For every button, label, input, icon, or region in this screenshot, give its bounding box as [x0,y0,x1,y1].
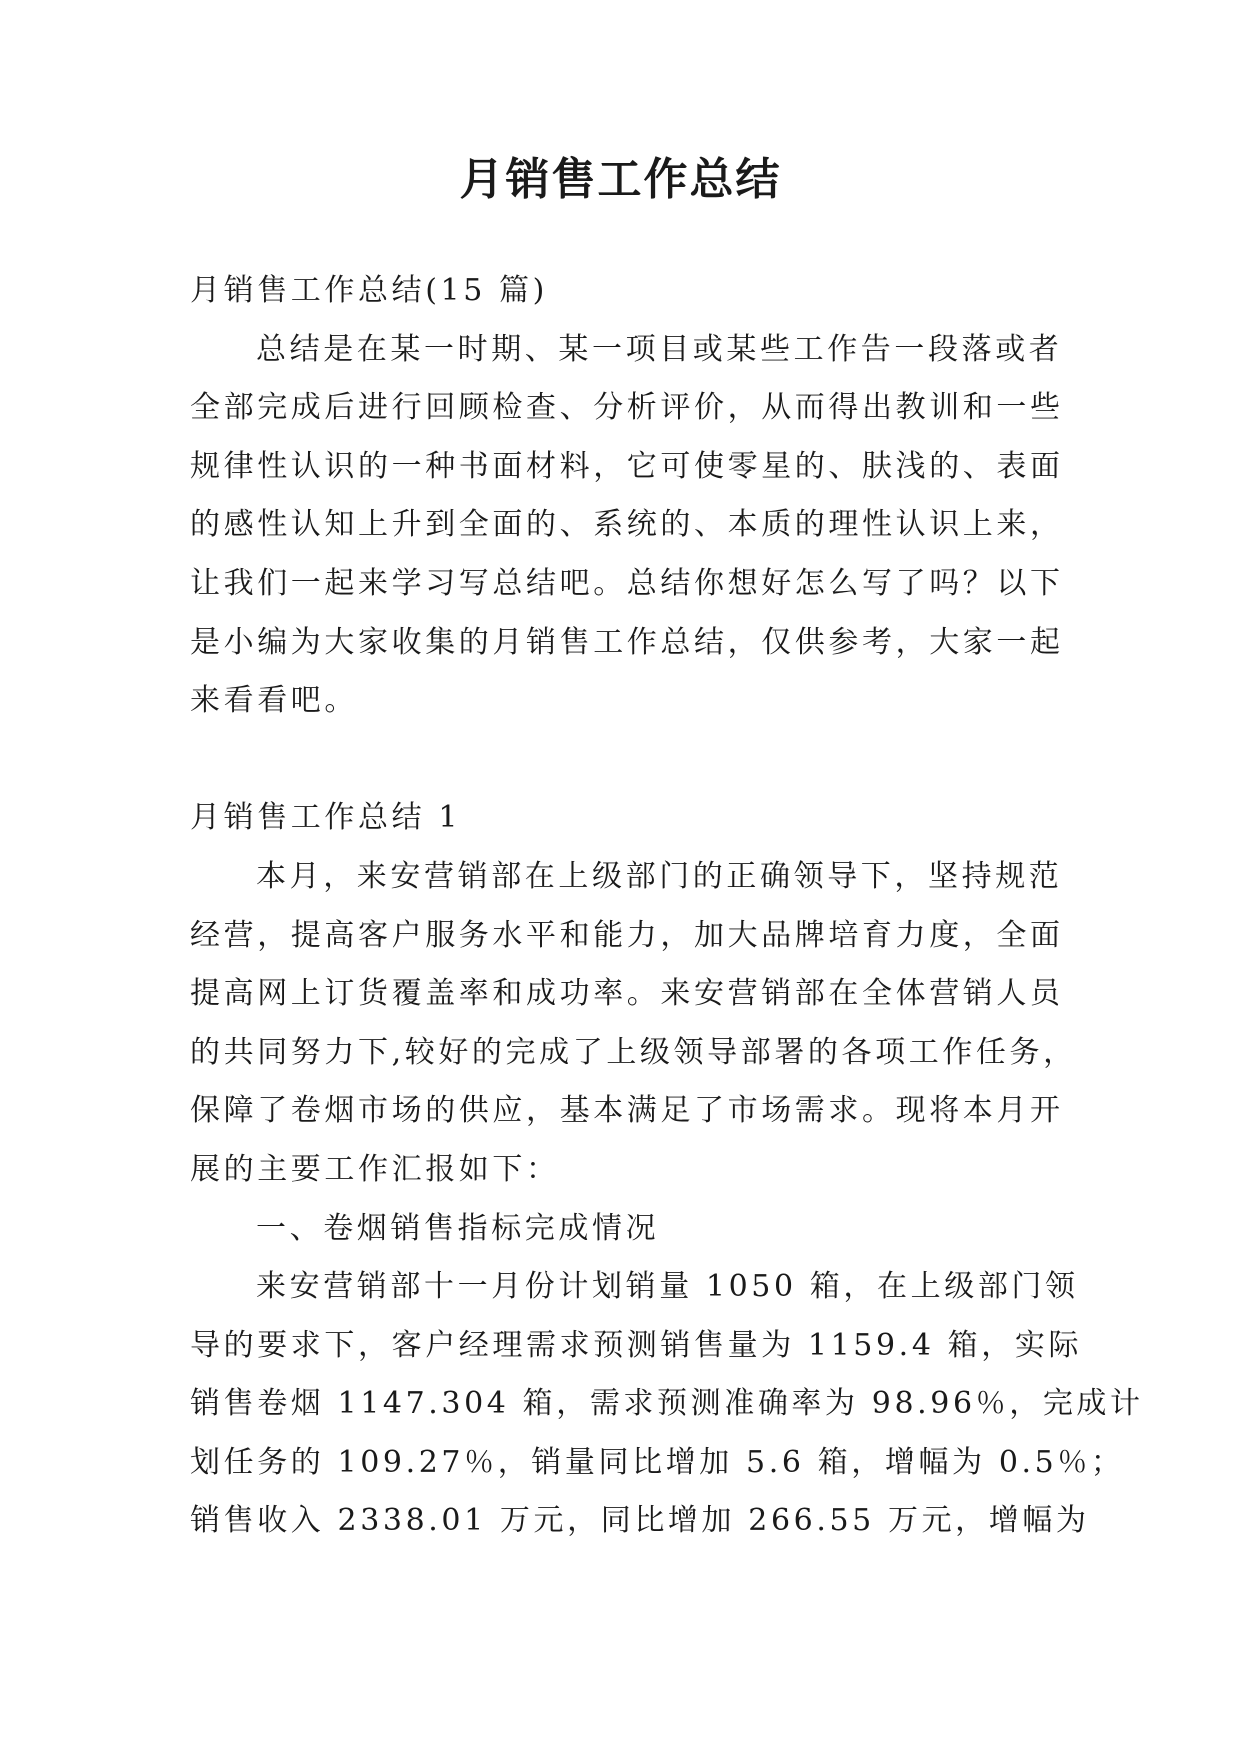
blank-line [190,731,1050,790]
text-line: 展的主要工作汇报如下： [190,1151,560,1187]
text-line: 全部完成后进行回顾检查、分析评价，从而得出教训和一些 [190,390,1064,426]
text-line: 月销售工作总结(15 篇) [190,273,548,308]
text-line: 保障了卷烟市场的供应，基本满足了市场需求。现将本月开 [190,1093,1064,1129]
text-line: 提高网上订货覆盖率和成功率。来安营销部在全体营销人员 [190,976,1064,1012]
text-line: 是小编为大家收集的月销售工作总结，仅供参考，大家一起 [190,624,1064,660]
text-line: 的感性认知上升到全面的、系统的、本质的理性认识上来， [190,507,1064,543]
text-line: 导的要求下，客户经理需求预测销售量为 1159.4 箱，实际 [190,1327,1083,1363]
document-title: 月销售工作总结 [459,154,782,205]
text-line: 来安营销部十一月份计划销量 1050 箱，在上级部门领 [256,1269,1079,1305]
text-line: 来看看吧。 [190,683,358,719]
text-line: 划任务的 109.27％，销量同比增加 5.6 箱，增幅为 0.5％； [190,1444,1125,1480]
text-line: 经营，提高客户服务水平和能力，加大品牌培育力度，全面 [190,917,1064,953]
text-line: 总结是在某一时期、某一项目或某些工作告一段落或者 [256,331,1063,367]
text-line: 规律性认识的一种书面材料，它可使零星的、肤浅的、表面 [190,448,1064,484]
text-line: 月销售工作总结 1 [190,800,462,836]
text-line: 的共同努力下,较好的完成了上级领导部署的各项工作任务， [190,1034,1077,1070]
text-line: 销售收入 2338.01 万元，同比增加 266.55 万元，增幅为 [190,1503,1090,1539]
text-line: 让我们一起来学习写总结吧。总结你想好怎么写了吗？以下 [190,565,1064,601]
text-line: 一、卷烟销售指标完成情况 [256,1210,660,1246]
text-line: 本月，来安营销部在上级部门的正确领导下，坚持规范 [256,858,1063,894]
text-line: 销售卷烟 1147.304 箱，需求预测准确率为 98.96％，完成计 [190,1386,1144,1422]
document-body [190,262,1144,1551]
